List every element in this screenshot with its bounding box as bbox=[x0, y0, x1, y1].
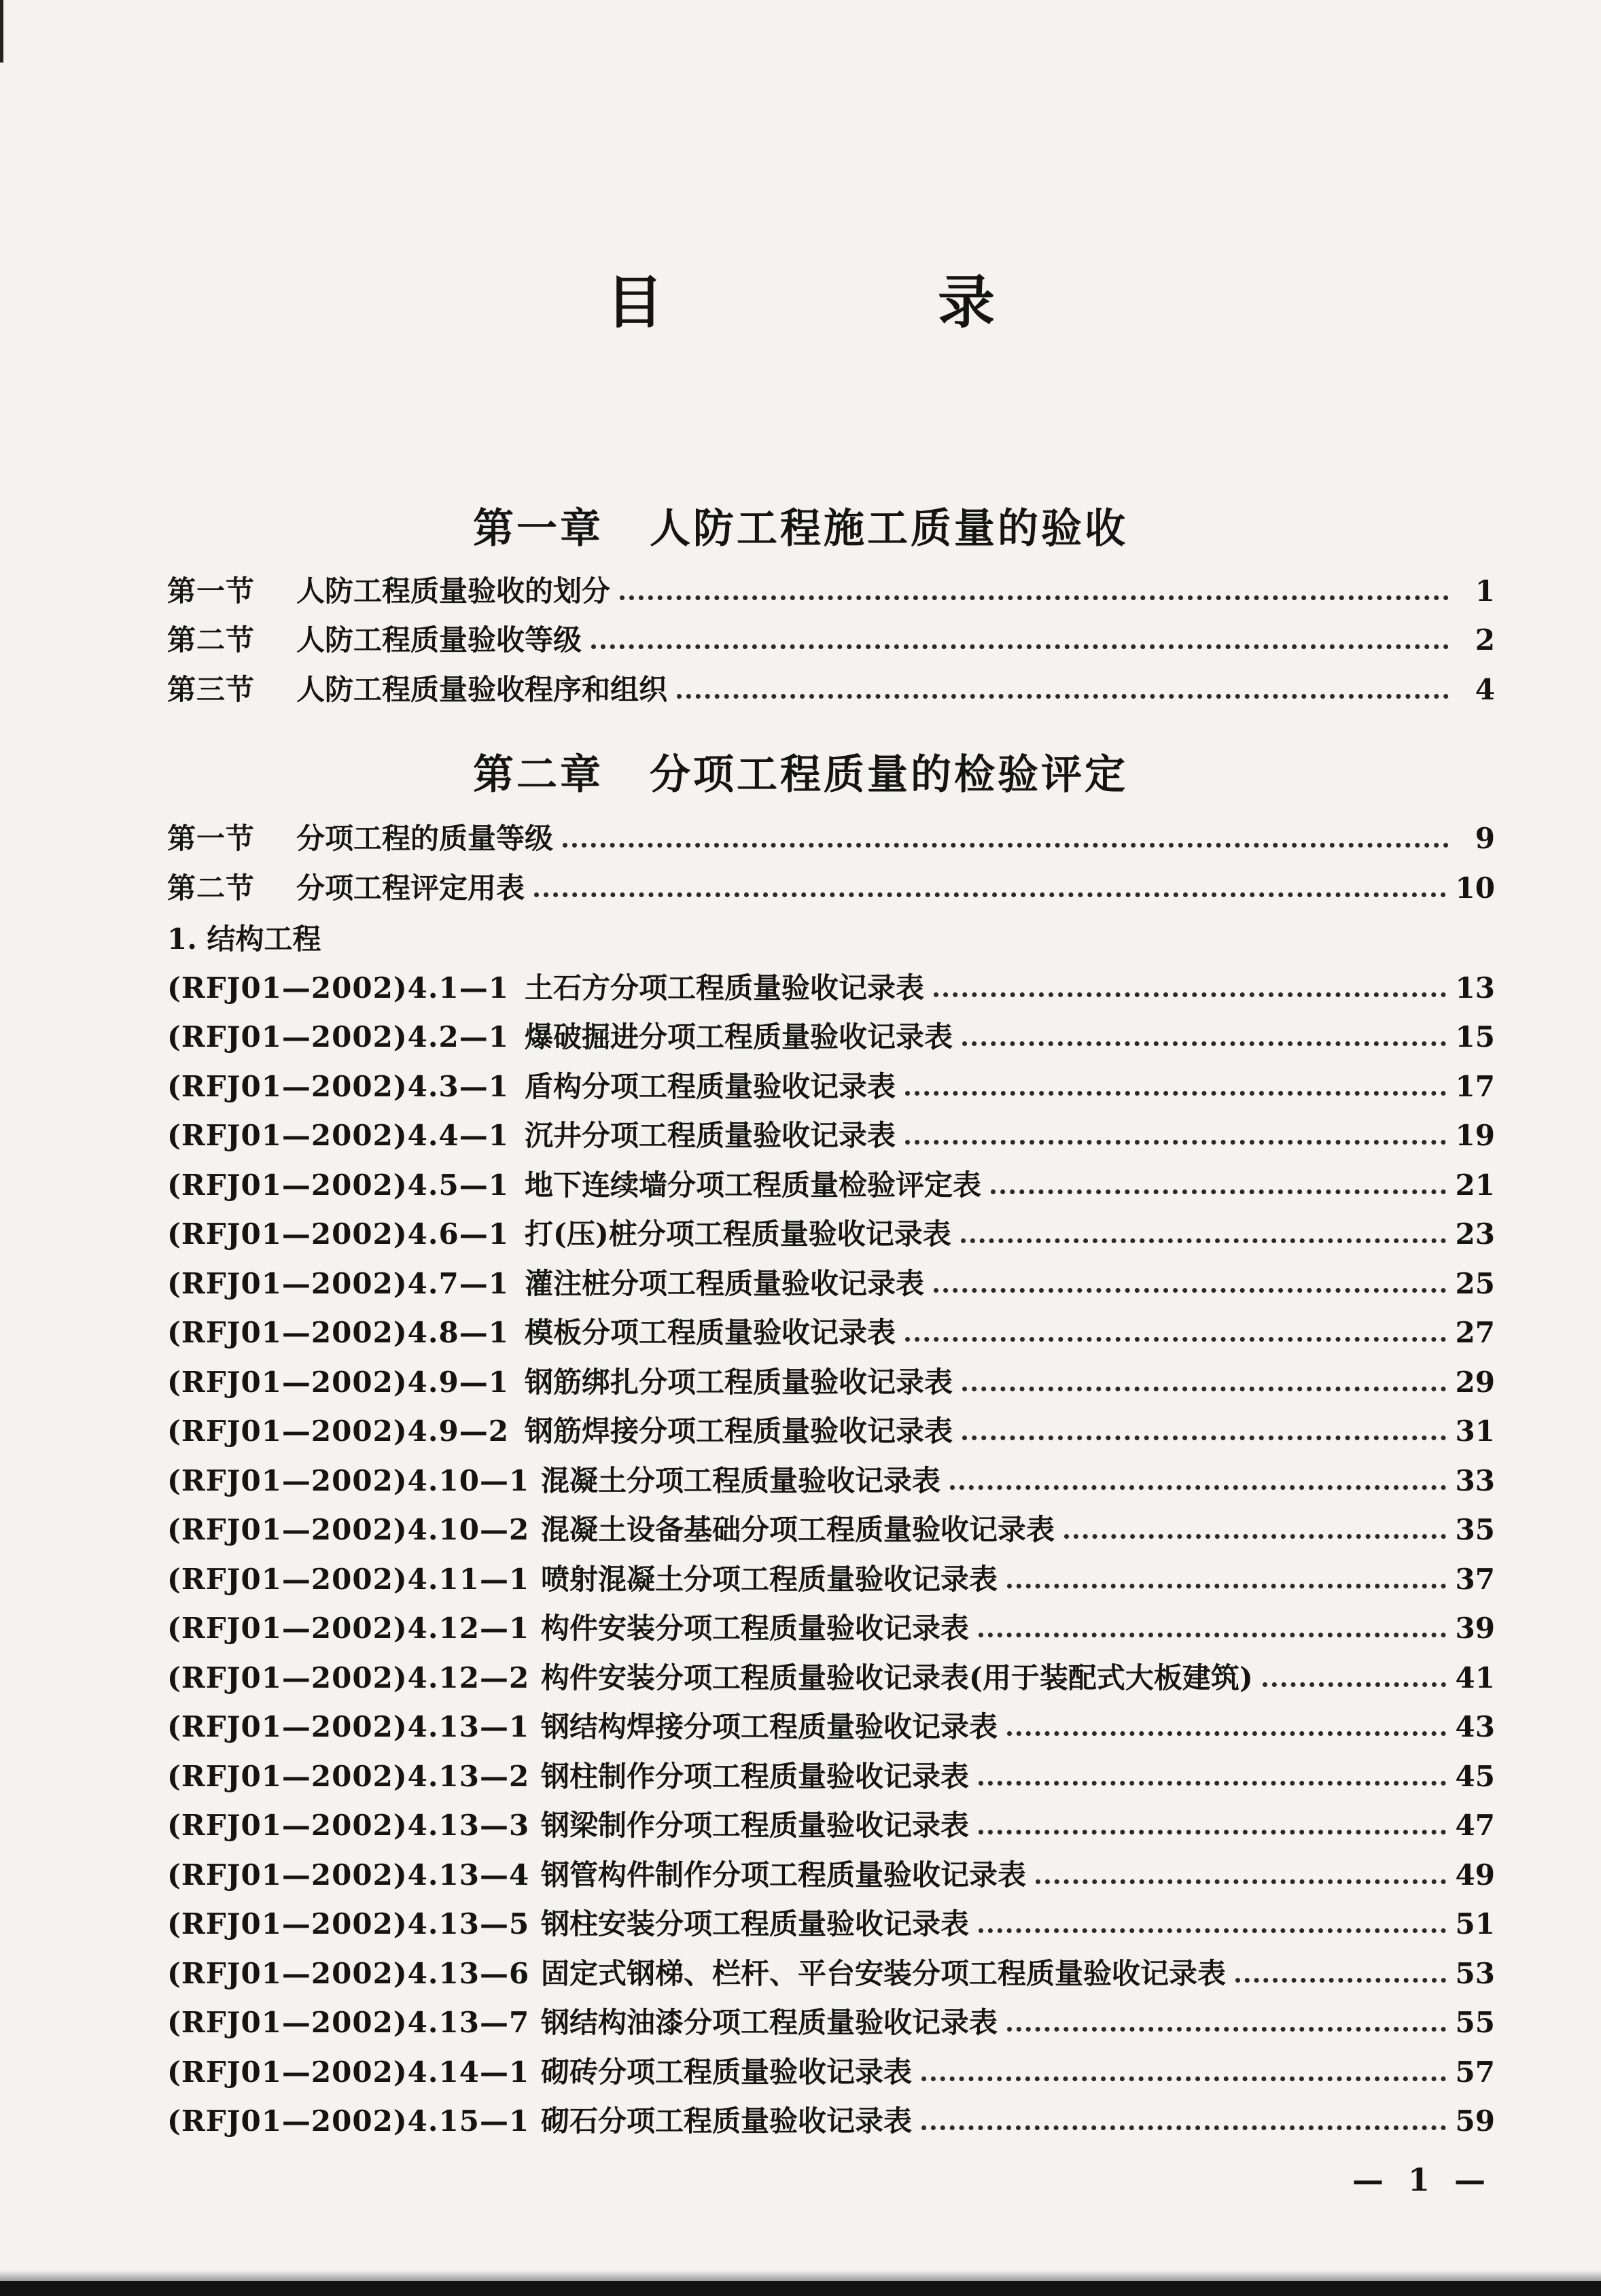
section-title: 人防工程质量验收的划分 bbox=[296, 574, 611, 608]
page-number: 31 bbox=[1455, 1414, 1495, 1448]
page-number: 25 bbox=[1455, 1267, 1495, 1300]
page-number: 23 bbox=[1455, 1217, 1495, 1251]
item-code: (RFJ01—2002)4.10—1 bbox=[167, 1464, 530, 1497]
item-title: 喷射混凝土分项工程质量验收记录表 bbox=[541, 1563, 998, 1596]
scan-bottom-border bbox=[0, 2281, 1601, 2296]
item-title: 灌注桩分项工程质量验收记录表 bbox=[525, 1267, 925, 1300]
item-code: (RFJ01—2002)4.5—1 bbox=[167, 1168, 509, 1202]
chapter-heading bbox=[0, 496, 1601, 555]
item-code: (RFJ01—2002)4.12—2 bbox=[167, 1661, 530, 1694]
dot-leader bbox=[979, 1928, 1446, 1933]
page-number: 35 bbox=[1455, 1513, 1495, 1546]
page-number: 47 bbox=[1455, 1809, 1495, 1842]
item-code: (RFJ01—2002)4.4—1 bbox=[167, 1119, 509, 1152]
item-code: (RFJ01—2002)4.13—5 bbox=[167, 1907, 530, 1941]
dot-leader bbox=[962, 1387, 1446, 1391]
dot-leader bbox=[1036, 1879, 1446, 1884]
section-title: 人防工程质量验收等级 bbox=[296, 623, 582, 657]
item-title: 钢结构油漆分项工程质量验收记录表 bbox=[541, 2006, 998, 2039]
chapter-heading bbox=[0, 742, 1601, 801]
page-number: 41 bbox=[1455, 1661, 1495, 1694]
page-number: 2 bbox=[1475, 623, 1495, 657]
scan-margin-mark bbox=[0, 0, 3, 63]
item-title: 砌砖分项工程质量验收记录表 bbox=[541, 2055, 913, 2089]
page-title: 目 录 bbox=[605, 268, 1104, 336]
item-code: (RFJ01—2002)4.11—1 bbox=[167, 1563, 530, 1596]
dot-leader bbox=[905, 1337, 1446, 1342]
page-number: 49 bbox=[1455, 1858, 1495, 1892]
toc-item-entry[interactable] bbox=[167, 1217, 1495, 1251]
page-number: 51 bbox=[1455, 1907, 1495, 1941]
item-title: 打(压)桩分项工程质量验收记录表 bbox=[525, 1217, 951, 1251]
item-title: 钢梁制作分项工程质量验收记录表 bbox=[541, 1809, 970, 1842]
toc-section-entry[interactable] bbox=[167, 871, 1495, 905]
toc-item-entry[interactable] bbox=[167, 1316, 1495, 1350]
toc-item-entry[interactable] bbox=[167, 1760, 1495, 1794]
page-number: 27 bbox=[1455, 1316, 1495, 1349]
toc-item-entry[interactable] bbox=[167, 1464, 1495, 1498]
item-title: 钢柱制作分项工程质量验收记录表 bbox=[541, 1760, 970, 1793]
item-code: (RFJ01—2002)4.9—2 bbox=[167, 1414, 509, 1448]
item-title: 砌石分项工程质量验收记录表 bbox=[541, 2104, 913, 2138]
dot-leader bbox=[961, 1238, 1446, 1243]
chapter-name: 人防工程施工质量的验收 bbox=[650, 505, 1128, 553]
dot-leader bbox=[534, 892, 1446, 897]
dot-leader bbox=[921, 2125, 1446, 2130]
dot-leader bbox=[1007, 1731, 1446, 1736]
item-title: 钢管构件制作分项工程质量验收记录表 bbox=[541, 1858, 1027, 1892]
dot-leader bbox=[934, 1288, 1446, 1293]
dot-leader bbox=[950, 1485, 1446, 1490]
item-title: 混凝土设备基础分项工程质量验收记录表 bbox=[541, 1513, 1055, 1546]
item-code: (RFJ01—2002)4.8—1 bbox=[167, 1316, 509, 1349]
item-code: (RFJ01—2002)4.9—1 bbox=[167, 1366, 509, 1399]
item-code: (RFJ01—2002)4.10—2 bbox=[167, 1513, 530, 1546]
item-code: (RFJ01—2002)4.6—1 bbox=[167, 1217, 509, 1251]
page-number: 15 bbox=[1455, 1020, 1495, 1054]
item-title: 钢筋焊接分项工程质量验收记录表 bbox=[525, 1414, 953, 1448]
page-number: 9 bbox=[1475, 822, 1495, 855]
dot-leader bbox=[991, 1189, 1446, 1194]
item-code: (RFJ01—2002)4.13—1 bbox=[167, 1710, 530, 1743]
item-code: (RFJ01—2002)4.3—1 bbox=[167, 1070, 509, 1103]
item-code: (RFJ01—2002)4.12—1 bbox=[167, 1612, 530, 1645]
item-code: (RFJ01—2002)4.7—1 bbox=[167, 1267, 509, 1300]
page-number: 21 bbox=[1455, 1168, 1495, 1202]
item-title: 构件安装分项工程质量验收记录表(用于装配式大板建筑) bbox=[541, 1661, 1253, 1694]
item-title: 沉井分项工程质量验收记录表 bbox=[525, 1119, 896, 1152]
page-number: 4 bbox=[1475, 673, 1495, 706]
item-code: (RFJ01—2002)4.13—6 bbox=[167, 1957, 530, 1990]
page-number: 19 bbox=[1455, 1119, 1495, 1152]
item-title: 钢结构焊接分项工程质量验收记录表 bbox=[541, 1710, 998, 1743]
toc-item-entry[interactable] bbox=[167, 1710, 1495, 1744]
section-code: 第二节 bbox=[167, 623, 256, 657]
item-code: (RFJ01—2002)4.13—7 bbox=[167, 2006, 530, 2039]
subsection-heading: 1. 结构工程 bbox=[167, 922, 321, 956]
page-number: 43 bbox=[1455, 1710, 1495, 1743]
toc-item-entry[interactable] bbox=[167, 971, 1495, 1005]
dot-leader bbox=[1263, 1682, 1446, 1687]
toc-item-entry[interactable] bbox=[167, 1267, 1495, 1301]
toc-item-entry[interactable] bbox=[167, 1809, 1495, 1843]
dot-leader bbox=[934, 992, 1446, 997]
item-code: (RFJ01—2002)4.13—2 bbox=[167, 1760, 530, 1793]
item-title: 土石方分项工程质量验收记录表 bbox=[525, 971, 925, 1005]
item-title: 构件安装分项工程质量验收记录表 bbox=[541, 1612, 970, 1645]
dot-leader bbox=[979, 1781, 1446, 1786]
toc-item-entry[interactable] bbox=[167, 1563, 1495, 1597]
toc-item-entry[interactable] bbox=[167, 1168, 1495, 1202]
item-code: (RFJ01—2002)4.1—1 bbox=[167, 971, 509, 1005]
page-number: 59 bbox=[1455, 2104, 1495, 2138]
dot-leader bbox=[962, 1041, 1446, 1046]
dot-leader bbox=[1064, 1534, 1446, 1539]
page-number: 1 bbox=[1475, 574, 1495, 608]
page-number: 10 bbox=[1455, 871, 1495, 905]
toc-item-entry[interactable] bbox=[167, 1070, 1495, 1104]
item-title: 钢柱安装分项工程质量验收记录表 bbox=[541, 1907, 970, 1941]
page-number: 55 bbox=[1455, 2006, 1495, 2039]
toc-section-entry[interactable] bbox=[167, 623, 1495, 657]
dot-leader bbox=[563, 843, 1449, 848]
section-title: 人防工程质量验收程序和组织 bbox=[296, 673, 668, 706]
section-title: 分项工程的质量等级 bbox=[296, 822, 554, 855]
item-code: (RFJ01—2002)4.14—1 bbox=[167, 2055, 530, 2089]
dot-leader bbox=[620, 595, 1449, 600]
toc-section-entry[interactable] bbox=[167, 673, 1495, 707]
toc-item-entry[interactable] bbox=[167, 1119, 1495, 1153]
toc-item-entry[interactable] bbox=[167, 2055, 1495, 2089]
toc-section-entry[interactable] bbox=[167, 822, 1495, 856]
dot-leader bbox=[591, 644, 1449, 649]
toc-item-entry[interactable] bbox=[167, 1907, 1495, 1941]
item-title: 模板分项工程质量验收记录表 bbox=[525, 1316, 896, 1349]
item-title: 爆破掘进分项工程质量验收记录表 bbox=[525, 1020, 953, 1054]
toc-item-entry[interactable] bbox=[167, 1414, 1495, 1448]
page-number: 13 bbox=[1455, 971, 1495, 1005]
item-title: 钢筋绑扎分项工程质量验收记录表 bbox=[525, 1366, 953, 1399]
dot-leader bbox=[905, 1091, 1446, 1096]
dot-leader bbox=[1007, 2027, 1446, 2032]
item-code: (RFJ01—2002)4.2—1 bbox=[167, 1020, 509, 1054]
toc-item-entry[interactable] bbox=[167, 1858, 1495, 1892]
dot-leader bbox=[979, 1830, 1446, 1834]
item-code: (RFJ01—2002)4.13—4 bbox=[167, 1858, 530, 1892]
page-number: 17 bbox=[1455, 1070, 1495, 1103]
toc-item-entry[interactable] bbox=[167, 1513, 1495, 1547]
item-code: (RFJ01—2002)4.13—3 bbox=[167, 1809, 530, 1842]
item-title: 混凝土分项工程质量验收记录表 bbox=[541, 1464, 941, 1497]
toc-item-entry[interactable] bbox=[167, 1366, 1495, 1399]
dot-leader bbox=[1007, 1584, 1446, 1588]
dot-leader bbox=[962, 1436, 1446, 1440]
chapter-name: 分项工程质量的检验评定 bbox=[650, 751, 1128, 799]
toc-item-entry[interactable] bbox=[167, 2104, 1495, 2138]
item-title: 地下连续墙分项工程质量检验评定表 bbox=[525, 1168, 982, 1202]
dot-leader bbox=[921, 2076, 1446, 2081]
chapter-number: 第二章 bbox=[473, 751, 603, 799]
section-code: 第一节 bbox=[167, 822, 256, 855]
toc-item-entry[interactable] bbox=[167, 1020, 1495, 1054]
page-number: 53 bbox=[1455, 1957, 1495, 1990]
page-number: 39 bbox=[1455, 1612, 1495, 1645]
section-title: 分项工程评定用表 bbox=[296, 871, 525, 905]
item-title: 盾构分项工程质量验收记录表 bbox=[525, 1070, 896, 1103]
toc-item-entry[interactable] bbox=[167, 1661, 1495, 1695]
section-code: 第三节 bbox=[167, 673, 256, 706]
page-folio: — 1 — bbox=[1352, 2161, 1493, 2198]
page-number: 57 bbox=[1455, 2055, 1495, 2089]
dot-leader bbox=[979, 1633, 1446, 1637]
chapter-number: 第一章 bbox=[473, 505, 603, 553]
dot-leader bbox=[1235, 1978, 1446, 1983]
scan-shadow bbox=[0, 2270, 1601, 2281]
item-title: 固定式钢梯、栏杆、平台安装分项工程质量验收记录表 bbox=[541, 1957, 1227, 1990]
toc-item-entry[interactable] bbox=[167, 1957, 1495, 1991]
page-number: 29 bbox=[1455, 1366, 1495, 1399]
section-code: 第二节 bbox=[167, 871, 256, 905]
toc-section-entry[interactable] bbox=[167, 574, 1495, 608]
page-number: 45 bbox=[1455, 1760, 1495, 1793]
page-number: 37 bbox=[1455, 1563, 1495, 1596]
dot-leader bbox=[677, 694, 1449, 699]
page-number: 33 bbox=[1455, 1464, 1495, 1497]
item-code: (RFJ01—2002)4.15—1 bbox=[167, 2104, 530, 2138]
section-code: 第一节 bbox=[167, 574, 256, 608]
dot-leader bbox=[905, 1140, 1446, 1145]
toc-item-entry[interactable] bbox=[167, 2006, 1495, 2040]
toc-item-entry[interactable] bbox=[167, 1612, 1495, 1646]
